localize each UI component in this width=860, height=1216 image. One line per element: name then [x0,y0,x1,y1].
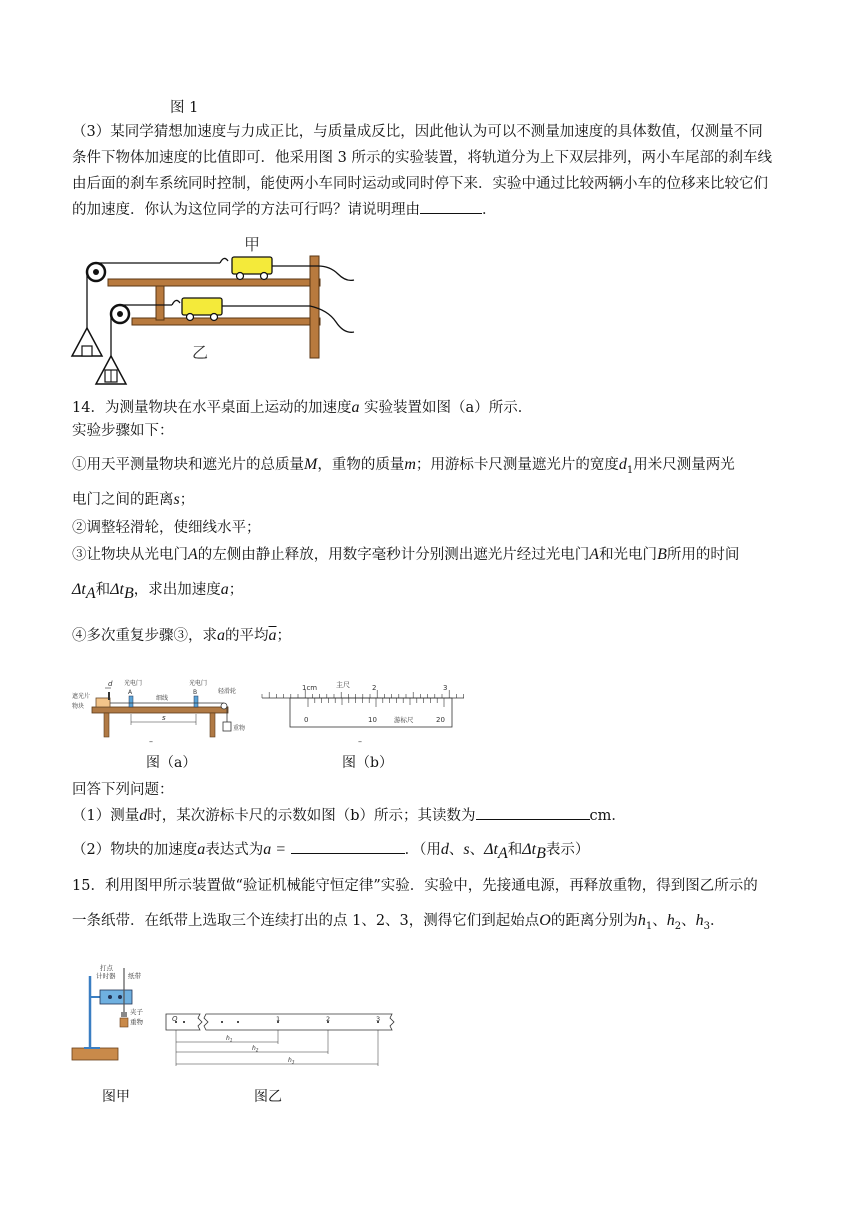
q14-answer-intro: 回答下列问题： [72,782,174,798]
q15-sep: 、 [652,913,667,929]
label-point-1: 1 [276,1015,281,1023]
figure-1-caption: 图 1 [170,100,199,116]
base-block [72,1048,118,1060]
shading-plate [108,692,110,700]
q15-var-O: O [539,912,551,929]
photogate-A-icon [129,696,133,707]
main-scale-unit: 1cm [302,684,318,692]
tape-dot [221,1021,223,1023]
q14-title [72,398,532,418]
q1-text: （1）测量 [72,808,140,824]
weight-icon [223,722,231,731]
q2-text: 表达式为 [205,842,264,858]
label-weight: 重物 [233,725,246,732]
step3-text: 和 [95,582,111,598]
figure-yi-caption: 图乙 [254,1089,282,1105]
delta-t-A: Δt [72,581,86,598]
q15-line2 [72,911,724,937]
q2-text: ．（用 [404,842,441,858]
upper-track [108,279,320,286]
q14-step3-line1 [72,545,739,565]
q1-unit: cm [589,808,612,824]
step1-var-s: s [173,491,180,508]
label-O: O [172,1015,178,1023]
delta-t-B: Δt [110,581,124,598]
q2-sep: 、 [469,842,485,858]
lower-pulley-hub [117,311,123,317]
step4-text: ④多次重复步骤③，求 [72,628,217,644]
step3-text: ③让物块从光电门 [72,547,188,563]
q1-text: 时，某次游标卡尺的示数如图（b）所示；其读数为 [147,808,476,824]
q14-title-text: 14．为测量物块在水平桌面上运动的加速度 [72,400,352,416]
step3-text: 所用的时间 [666,547,740,563]
step4-text: 的平均 [225,628,269,644]
label-weight: 重物 [130,1018,143,1026]
tape-right [204,1014,394,1030]
q15-var-h1-sub: 1 [645,920,653,932]
table-top [92,707,228,713]
label-timer-2: 计时器 [96,972,116,980]
q14-steps-intro: 实验步骤如下： [72,423,174,439]
delta-t-B-sub: B [123,584,134,602]
step1-var-d: d [618,456,627,473]
q13-part3-line3: 由后面的刹车系统同时控制，能使两小车同时运动或同时停下来．实验中通过比较两辆小车的位移来比较它们 [72,176,768,192]
figure-b-caption: 图（b） [342,755,393,771]
q15-sep: 、 [681,913,696,929]
vernier-scale-ticks [308,698,444,707]
step3-text: 和光电门 [599,547,658,563]
q13-part3-line1: （3）某同学猜想加速度与力成正比，与质量成反比，因此他认为可以不测量加速度的具体数值，仅测量不同 [72,124,763,140]
vernier-10: 10 [368,716,377,724]
q14-title-text-end: 实验装置如图（a）所示． [359,400,533,416]
weight-icon [120,1018,128,1027]
vernier-caliper-figure [258,678,468,748]
q2-delta-t-A-sub: A [497,844,508,862]
cart-yi-wheel [187,314,194,321]
timer-dot [118,995,122,999]
label-string: 细线 [156,695,169,702]
q14-title-var: a [351,399,360,416]
step3-text: ，求出加速度 [133,582,221,598]
step1-text: 用米尺测量两光 [633,457,735,473]
q2-text: 和 [507,842,523,858]
figure-jia-apparatus [70,962,160,1068]
q15-text: 的距离分别为 [550,913,638,929]
label-h2: $h_2$ [252,1045,259,1053]
q14-step1-line2 [72,490,194,510]
q2-var-d: d [440,841,449,858]
block-icon [96,698,110,707]
step3-var-a: a [220,581,229,598]
q14-question-1 [72,806,626,826]
lower-hook [172,300,180,305]
q15-var-h3-sub: 3 [703,920,710,932]
q14-question-2 [72,840,589,864]
q15-end: ． [709,913,725,929]
table-leg [104,713,109,737]
q2-var-s: s [463,841,470,858]
label-gate-1: 光电门 [124,680,143,687]
q2-var-a: a [197,841,206,858]
table-leg [210,713,215,737]
figure-a-caption: 图（a） [146,755,197,771]
label-point-3: 3 [376,1015,381,1023]
step1-text: ； [179,492,195,508]
main-scale-label: 主尺 [336,681,350,689]
step4-text: ； [276,628,291,644]
cart-yi-wheel [211,314,218,321]
step3-text: ； [228,582,244,598]
cart-jia-wheel [237,273,244,280]
step1-text: ①用天平测量物块和遮光片的总质量 [72,457,304,473]
q2-delta-t-B: Δt [522,841,537,858]
cart-jia [232,257,272,274]
q13-part3-line2: 条件下物体加速度的比值即可．他采用图 3 所示的实验装置，将轨道分为上下双层排列，两小车尾部的刹车线 [72,150,772,166]
label-point-2: 2 [326,1015,331,1023]
step1-var-m: m [404,456,416,473]
q14-step4 [72,626,291,646]
cart-yi [182,298,222,315]
figure-a-apparatus [72,676,250,748]
cart-jia-wheel [261,273,268,280]
dash-mark: – [358,737,362,746]
label-wukuai: 物块 [72,703,85,710]
step3-var-B: B [657,546,667,563]
label-h1: $h_1$ [226,1035,233,1043]
q13-line-end: ． [482,202,497,218]
q15-text: 一条纸带．在纸带上选取三个连续打出的点 1、2、3，测得它们到起始点 [72,913,540,929]
label-s: s [162,714,166,722]
step1-var-M: M [304,456,318,473]
q13-part3-line4 [72,200,497,220]
q2-sep: 、 [448,842,464,858]
q15-var-h2: h [666,912,675,929]
step4-var-a: a [217,627,225,644]
label-yi: 乙 [192,343,209,362]
double-track-figure [68,232,358,388]
step4-var-a-bar: $\overline{a}$ [268,627,277,644]
q2-delta-t-A: Δt [484,841,498,858]
q2-answer-blank[interactable] [291,853,405,854]
step1-text: ，重物的质量 [317,457,405,473]
q13-answer-blank[interactable] [420,213,482,214]
step3-var-A: A [589,546,600,563]
vernier-20: 20 [436,716,445,724]
vernier-0: 0 [304,716,309,724]
q1-answer-blank[interactable] [476,819,590,820]
q2-text: 表示） [545,842,590,858]
step1-text: 电门之间的距离 [72,492,174,508]
label-pulley: 轻滑轮 [218,688,237,695]
q1-end: ． [611,808,626,824]
step1-var-d-sub: 1 [626,464,634,476]
label-tape: 纸带 [128,972,141,980]
label-d: d [108,680,113,688]
figure-jia-caption: 图甲 [102,1089,130,1105]
clip-icon [121,1012,127,1017]
main-scale-ticks [262,690,464,698]
main-scale-3: 3 [443,684,448,692]
upper-hook [220,258,228,263]
timer-icon [100,990,132,1004]
pulley-icon [221,703,227,709]
label-h3: $h_3$ [288,1057,295,1065]
step3-var-A: A [188,546,198,563]
q14-step3-line2 [72,580,243,604]
label-gate-2: 光电门 [189,680,208,687]
label-clip: 夹子 [130,1008,143,1016]
q15-var-h3: h [695,912,704,929]
q15-var-h1: h [637,912,646,929]
q15-var-h2-sub: 2 [674,920,682,932]
q14-step1-line1 [72,455,735,481]
step1-text: ；用游标卡尺测量遮光片的宽度 [415,457,619,473]
q2-delta-t-B-sub: B [536,844,546,862]
label-timer-1: 打点 [100,964,113,972]
q13-question-text: 的加速度．你认为这位同学的方法可行吗？请说明理由 [72,202,420,218]
label-B: B [193,689,198,696]
vernier-label: 游标尺 [394,716,414,724]
q2-equation-lhs: a = [263,841,287,858]
main-scale-2: 2 [372,684,377,692]
photogate-B-icon [194,696,198,707]
upper-weight-block [82,346,92,356]
paper-tape-figure [162,1008,398,1072]
timer-dot [108,995,112,999]
dash-mark: – [149,737,153,746]
track-support [156,286,164,320]
q14-step2: ②调整轻滑轮，使细线水平； [72,520,261,536]
step3-text: 的左侧由静止释放，用数字毫秒计分别测出遮光片经过光电门 [197,547,590,563]
q15-line1: 15．利用图甲所示装置做“验证机械能守恒定律”实验．实验中，先接通电源，再释放重物，得到图乙所示的 [72,878,758,894]
label-zheguang: 遮光片 [72,693,91,700]
label-A: A [128,689,133,696]
tape-dot [183,1021,185,1023]
q2-text: （2）物块的加速度 [72,842,198,858]
delta-t-A-sub: A [85,584,96,602]
label-jia: 甲 [244,235,261,254]
upper-pulley-hub [93,269,99,275]
tape-dot [237,1021,239,1023]
q1-var-d: d [139,807,148,824]
